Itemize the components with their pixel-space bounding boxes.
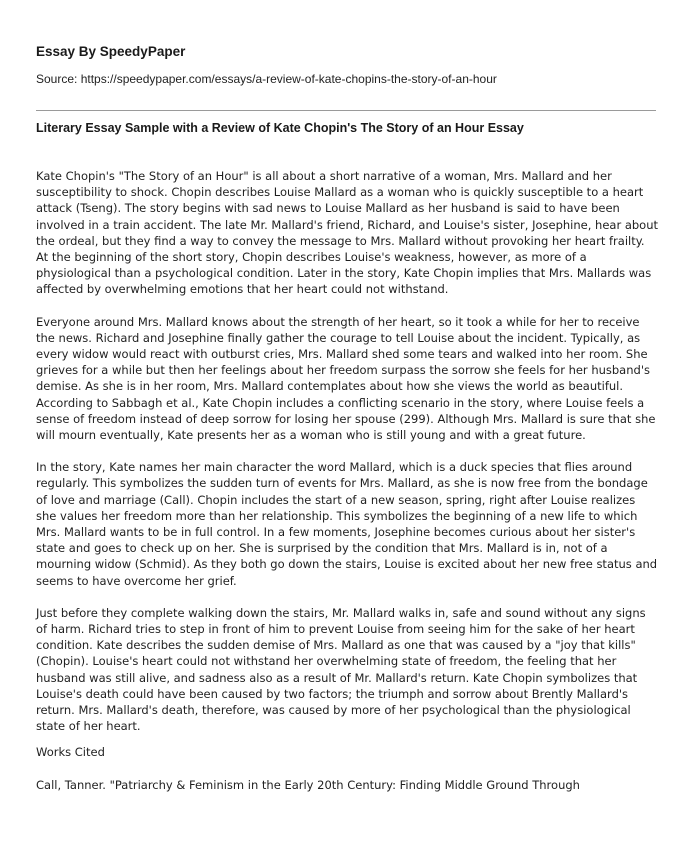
essay-title: Literary Essay Sample with a Review of Kate Chopin's The Story of an Hour Essay	[36, 121, 524, 135]
paragraph-4: Just before they complete walking down the stairs, Mr. Mallard walks in, safe and sound without any signs of harm. Richard tries to step in front of him to prevent Louise from seeing him for the sake of her heart condition. Kate describes the sudden demise of Mrs. Mallard as one that was caused by a "joy that kills" (Chopin). Louise's heart could not withstand her overwhelming state of freedom, the feeling that her husband was still alive, and sadness also as a result of Mr. Mallard's return. Kate Chopin symbolizes that Louise's death could have been caused by two factors; the triumph and sorrow about Brently Mallard's return. Mrs. Mallard's death, therefore, was caused by more of her psychological than the physiological state of her heart.	[36, 605, 646, 734]
essay-body	[36, 168, 658, 751]
brand-heading: Essay By SpeedyPaper	[36, 44, 186, 59]
citation-entry: Call, Tanner. "Patriarchy & Feminism in the Early 20th Century: Finding Middle Ground Through	[36, 778, 580, 792]
source-line: Source: https://speedypaper.com/essays/a-review-of-kate-chopins-the-story-of-an-hour	[36, 72, 497, 86]
paragraph-3: In the story, Kate names her main character the word Mallard, which is a duck species that flies around regularly. This symbolizes the sudden turn of events for Mrs. Mallard, as she is now free from the bondage of love and marriage (Call). Chopin includes the start of a new season, spring, right after Louise realizes she values her freedom more than her relationship. This symbolizes the beginning of a new life to which Mrs. Mallard wants to be in full control. In a few moments, Josephine becomes curious about her sister's state and goes to check up on her. She is surprised by the condition that Mrs. Mallard is in, not of a mourning widow (Schmid). As they both go down the stairs, Louise is excited about her new free status and seems to have overcome her grief.	[36, 460, 658, 588]
paragraph-2: Everyone around Mrs. Mallard knows about the strength of her heart, so it took a while for her to receive the news. Richard and Josephine finally gather the courage to tell Louise about the incident. Typically, as every widow would react with outburst cries, Mrs. Mallard shed some tears and walked into her room. She grieves for a while but then her feelings about her freedom surpass the sorrow she feels for her husband's demise. As she is in her room, Mrs. Mallard contemplates about how she views the world as beautiful. According to Sabbagh et al., Kate Chopin includes a conflicting scenario in the story, where Louise feels a sense of freedom instead of deep sorrow for losing her spouse (299). Although Mrs. Mallard is sure that she will mourn eventually, Kate presents her as a woman who is still young and with a great future.	[36, 314, 656, 443]
works-cited-heading: Works Cited	[36, 745, 105, 759]
paragraph-1: Kate Chopin's "The Story of an Hour" is all about a short narrative of a woman, Mrs. Mallard and her susceptibility to shock. Chopin describes Louise Mallard as a woman who is quickly susceptible to a heart attack (Tseng). The story begins with sad news to Louise Mallard as her husband is said to have been involved in a train accident. The late Mr. Mallard's friend, Richard, and Louise's sister, Josephine, hear about the ordeal, but they find a way to convey the message to Mrs. Mallard without provoking her heart frailty. At the beginning of the short story, Chopin describes Louise's weakness, however, as more of a physiological than a psychological condition. Later in the story, Kate Chopin implies that Mrs. Mallards was affected by overwhelming emotions that her heart could not withstand.	[36, 169, 659, 297]
header-divider	[36, 110, 656, 111]
